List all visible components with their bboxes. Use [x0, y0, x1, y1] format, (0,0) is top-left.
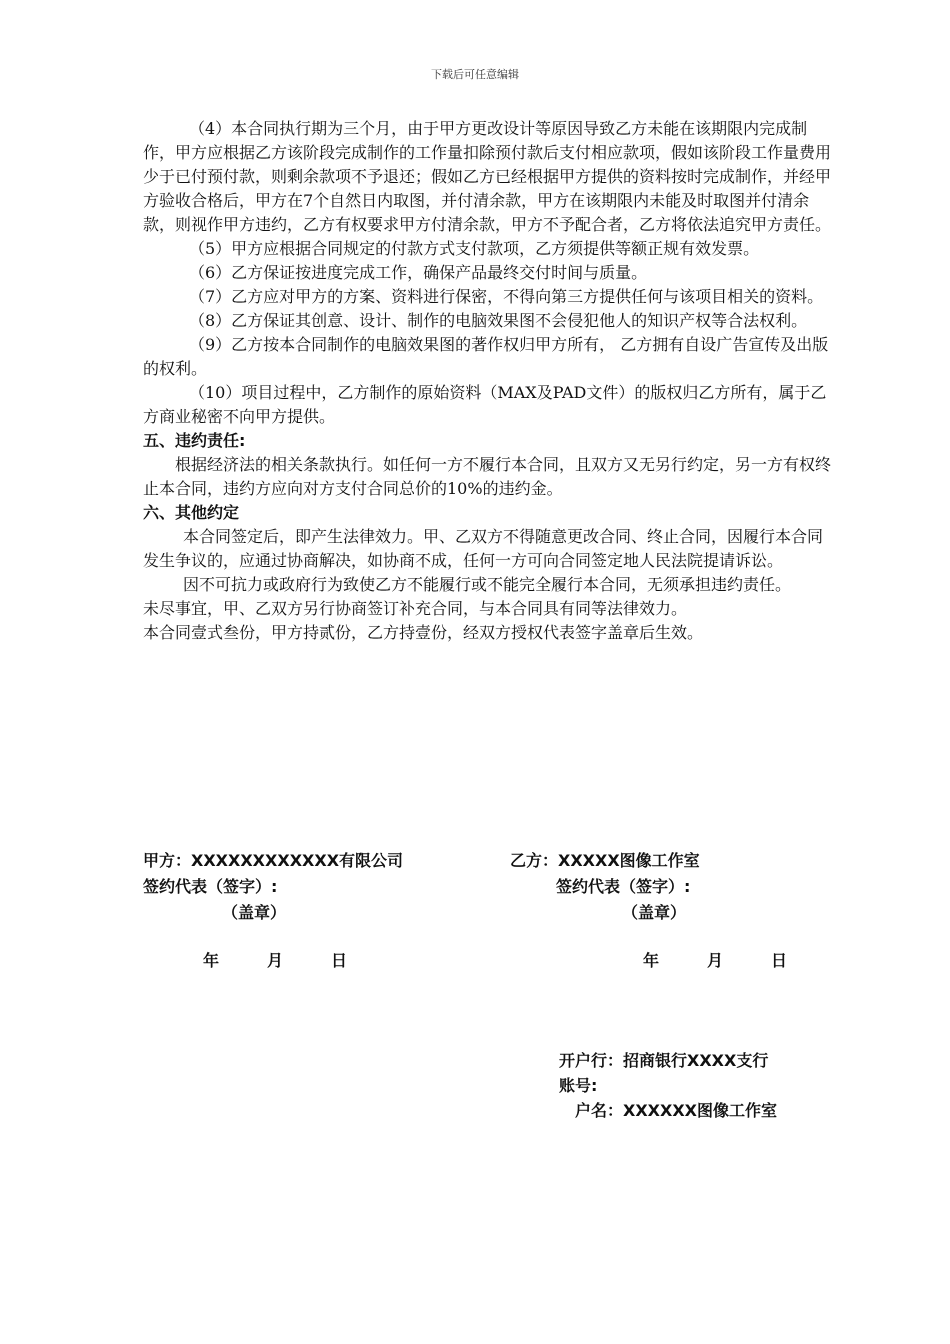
section-6-para-3: 未尽事宜，甲、乙双方另行协商签订补充合同，与本合同具有同等法律效力。	[143, 599, 688, 618]
bank-holder: 户名：XXXXXX图像工作室	[575, 1101, 778, 1120]
bank-branch: 开户行：招商银行XXXX支行	[559, 1051, 769, 1070]
party-a-rep: 签约代表（签字）:	[143, 877, 278, 896]
party-a-name: 甲方：XXXXXXXXXXXX有限公司	[143, 851, 404, 870]
clause-6: （6）乙方保证按进度完成工作，确保产品最终交付时间与质量。	[189, 263, 648, 282]
party-b-seal: （盖章）	[622, 903, 687, 922]
section-6-title: 六、其他约定	[143, 503, 240, 522]
clause-7: （7）乙方应对甲方的方案、资料进行保密，不得向第三方提供任何与该项目相关的资料。	[189, 287, 824, 306]
section-6-para-2: 因不可抗力或政府行为致使乙方不能履行或不能完全履行本合同，无须承担违约责任。	[183, 575, 792, 594]
clause-9: （9）乙方按本合同制作的电脑效果图的著作权归甲方所有， 乙方拥有自设广告宣传及出版的权利。	[143, 335, 829, 378]
clause-10: （10）项目过程中，乙方制作的原始资料（MAX及PAD文件）的版权归乙方所有，属于乙方商业秘密不向甲方提供。	[143, 383, 827, 426]
party-a-date: 年 月 日	[203, 951, 348, 970]
party-b-date: 年 月 日	[643, 951, 788, 970]
party-a-seal: （盖章）	[222, 903, 287, 922]
clause-5: （5）甲方应根据合同规定的付款方式支付款项，乙方须提供等额正规有效发票。	[189, 239, 760, 258]
section-6-para-4: 本合同壹式叁份，甲方持贰份，乙方持壹份，经双方授权代表签字盖章后生效。	[143, 623, 704, 642]
party-b-name: 乙方：XXXXX图像工作室	[510, 851, 700, 870]
section-5-body: 根据经济法的相关条款执行。如任何一方不履行本合同，且双方又无另行约定，另一方有权终止本合同，违约方应向对方支付合同总价的10%的违约金。	[143, 455, 832, 498]
header-note: 下载后可任意编辑	[431, 68, 519, 81]
section-5-title: 五、违约责任:	[143, 431, 246, 450]
clause-4: （4）本合同执行期为三个月，由于甲方更改设计等原因导致乙方未能在该期限内完成制作，甲方应根据乙方该阶段完成制作的工作量扣除预付款后支付相应款项，假如该阶段工作量费用少于已付预付款，则剩余款项不予退还；假如乙方已经根据甲方提供的资料按时完成制作，并经甲方验收合格后，甲方在7个自然日内取图，并付清余款，甲方在该期限内未能及时取图并付清余款，则视作甲方违约，乙方有权要求甲方付清余款，甲方不予配合者，乙方将依法追究甲方责任。	[143, 119, 832, 234]
clause-8: （8）乙方保证其创意、设计、制作的电脑效果图不会侵犯他人的知识产权等合法权利。	[189, 311, 808, 330]
contract-body	[143, 117, 833, 645]
party-b-rep: 签约代表（签字）:	[556, 877, 691, 896]
section-6-para-1: 本合同签定后，即产生法律效力。甲、乙双方不得随意更改合同、终止合同，因履行本合同发生争议的，应通过协商解决，如协商不成，任何一方可向合同签定地人民法院提请诉讼。	[143, 527, 824, 570]
bank-account: 账号:	[559, 1076, 598, 1095]
